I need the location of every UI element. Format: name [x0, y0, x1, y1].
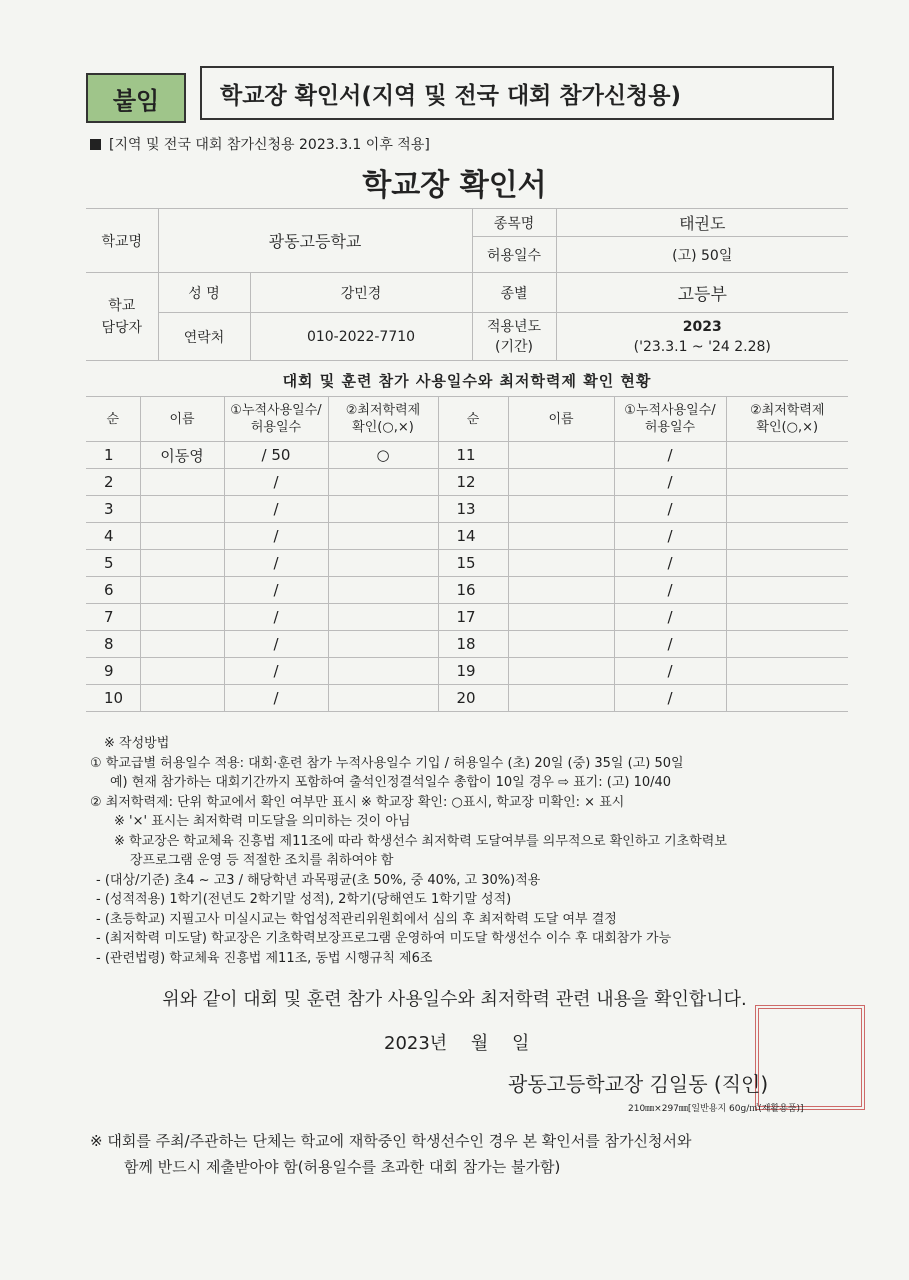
grade-check: [726, 658, 848, 685]
student-name: [508, 550, 614, 577]
student-name: [140, 496, 224, 523]
row-number: 16: [438, 577, 508, 604]
row-number: 11: [438, 442, 508, 469]
method-item-2: ② 최저학력제: 단위 학교에서 확인 여부만 표시 ※ 학교장 확인: ○표시, 학교장 미확인: × 표시: [90, 794, 625, 810]
days-used: /: [224, 469, 328, 496]
confirmation-statement: 위와 같이 대회 및 훈련 참가 사용일수와 최저학력 관련 내용을 확인합니다.: [162, 989, 747, 1010]
col-header-name: 이름: [508, 397, 614, 442]
days-used: /: [614, 550, 726, 577]
student-name: [508, 523, 614, 550]
days-used: /: [614, 658, 726, 685]
grade-check: [328, 523, 438, 550]
info-table: [86, 208, 848, 361]
method-dash-2: - (성적적용) 1학기(전년도 2학기말 성적), 2학기(당해연도 1학기말 성적): [96, 892, 512, 907]
footer-note: [90, 1128, 850, 1180]
grade-check: ○: [328, 442, 438, 469]
square-bullet-icon: [90, 139, 101, 150]
method-dash-4: - (최저학력 미도달) 학교장은 기초학력보장프로그램 운영하여 미도달 학생선수 이수 후 대회참가 가능: [96, 931, 672, 946]
col-header-grade: ②최저학력제 확인(○,×): [726, 397, 848, 442]
row-number: 10: [86, 685, 140, 712]
table-row: [86, 577, 848, 604]
student-name: [508, 685, 614, 712]
category-value: 고등부: [556, 273, 848, 313]
col-header-grade: ②최저학력제 확인(○,×): [328, 397, 438, 442]
row-number: 14: [438, 523, 508, 550]
method-item-1-example: 예) 현재 참가하는 대회기간까지 포함하여 출석인정결석일수 총합이 10일 경우 ⇨ 표기: (고) 10/40: [110, 775, 672, 790]
paper-spec: 210㎜×297㎜[일반용지 60g/㎡(재활용품)]: [628, 1104, 804, 1114]
method-heading: ※ 작성방법: [104, 736, 170, 751]
row-number: 13: [438, 496, 508, 523]
student-name: [508, 469, 614, 496]
grade-check: [726, 550, 848, 577]
days-used: /: [614, 469, 726, 496]
grade-check: [328, 658, 438, 685]
grade-check: [328, 685, 438, 712]
table-row: [86, 658, 848, 685]
grade-check: [328, 604, 438, 631]
student-name: [140, 523, 224, 550]
grade-check: [726, 631, 848, 658]
grade-check: [328, 631, 438, 658]
table-row: [86, 523, 848, 550]
contact-value: 010-2022-7710: [250, 313, 472, 361]
grade-check: [726, 496, 848, 523]
method-note-2: ※ 학교장은 학교체육 진흥법 제11조에 따라 학생선수 최저학력 도달여부를 의무적으로 확인하고 기초학력보: [114, 833, 727, 849]
days-used: / 50: [224, 442, 328, 469]
name-label: 성 명: [158, 273, 250, 313]
col-header-days: ①누적사용일수/ 허용일수: [614, 397, 726, 442]
grade-check: [726, 469, 848, 496]
row-number: 3: [86, 496, 140, 523]
student-name: [508, 442, 614, 469]
row-number: 12: [438, 469, 508, 496]
table-row: [86, 604, 848, 631]
student-name: [140, 604, 224, 631]
row-number: 20: [438, 685, 508, 712]
student-name: [140, 685, 224, 712]
category-label: 종별: [472, 273, 556, 313]
school-label: 학교명: [86, 209, 158, 273]
scope-note: [90, 134, 430, 154]
student-name: [140, 631, 224, 658]
scope-note-text: [지역 및 전국 대회 참가신청용 2023.3.1 이후 적용]: [109, 137, 430, 153]
allowed-days-value: (고) 50일: [556, 237, 848, 273]
method-dash-1: - (대상/기준) 초4 ~ 고3 / 해당학년 과목평균(초 50%, 중 40%, 고 30%)적용: [96, 872, 541, 888]
issue-date: 2023년 월 일: [384, 1033, 530, 1054]
grade-check: [726, 685, 848, 712]
row-number: 18: [438, 631, 508, 658]
col-header-no: 순: [86, 397, 140, 442]
row-number: 5: [86, 550, 140, 577]
sport-label: 종목명: [472, 209, 556, 237]
days-used: /: [224, 604, 328, 631]
grade-check: [726, 442, 848, 469]
year-value: 2023: [682, 318, 722, 335]
row-number: 1: [86, 442, 140, 469]
table-row: [86, 496, 848, 523]
student-name: [140, 469, 224, 496]
section-title: 대회 및 훈련 참가 사용일수와 최저학력제 확인 현황: [282, 372, 652, 390]
days-used: /: [614, 631, 726, 658]
student-name: [140, 658, 224, 685]
method-note-1: ※ '×' 표시는 최저학력 미도달을 의미하는 것이 아님: [114, 814, 411, 829]
grade-check: [328, 577, 438, 604]
contact-label: 연락처: [158, 313, 250, 361]
grade-check: [726, 577, 848, 604]
days-used: /: [614, 604, 726, 631]
table-row: [86, 469, 848, 496]
student-name: 이동영: [140, 442, 224, 469]
col-header-no: 순: [438, 397, 508, 442]
method-dash-5: - (관련법령) 학교체육 진흥법 제11조, 동법 시행규칙 제6조: [96, 950, 433, 966]
period-value: ('23.3.1 ~ '24 2.28): [633, 338, 771, 355]
grade-check: [328, 496, 438, 523]
student-name: [140, 550, 224, 577]
row-number: 7: [86, 604, 140, 631]
days-used: /: [224, 577, 328, 604]
row-number: 9: [86, 658, 140, 685]
days-used: /: [614, 577, 726, 604]
year-label: 적용년도 (기간): [472, 313, 556, 361]
grade-check: [328, 550, 438, 577]
page-title: 학교장 확인서: [362, 168, 547, 203]
allowed-days-label: 허용일수: [472, 237, 556, 273]
col-header-name: 이름: [140, 397, 224, 442]
student-name: [508, 604, 614, 631]
grade-check: [726, 523, 848, 550]
days-used: /: [224, 550, 328, 577]
roster-table: [86, 396, 848, 712]
method-dash-3: - (초등학교) 지필고사 미실시교는 학업성적관리위원회에서 심의 후 최저학력 도달 여부 결정: [96, 911, 617, 927]
school-value: 광동고등학교: [158, 209, 472, 273]
row-number: 4: [86, 523, 140, 550]
days-used: /: [224, 496, 328, 523]
method-note-2-cont: 장프로그램 운영 등 적절한 조치를 취하여야 함: [130, 853, 394, 868]
footer-note-line-1: ※ 대회를 주최/주관하는 단체는 학교에 재학중인 학생선수인 경우 본 확인서를 참가신청서와: [90, 1132, 692, 1150]
student-name: [140, 577, 224, 604]
row-number: 2: [86, 469, 140, 496]
row-number: 17: [438, 604, 508, 631]
row-number: 19: [438, 658, 508, 685]
name-value: 강민경: [250, 273, 472, 313]
days-used: /: [614, 496, 726, 523]
days-used: /: [224, 658, 328, 685]
writing-method: [90, 734, 850, 968]
row-number: 8: [86, 631, 140, 658]
table-row: [86, 685, 848, 712]
col-header-days: ①누적사용일수/ 허용일수: [224, 397, 328, 442]
table-row: [86, 442, 848, 469]
row-number: 15: [438, 550, 508, 577]
footer-note-line-2: 함께 반드시 제출받아야 함(허용일수를 초과한 대회 참가는 불가함): [124, 1158, 561, 1176]
days-used: /: [224, 631, 328, 658]
official-seal-stamp: [755, 1005, 865, 1110]
days-used: /: [224, 523, 328, 550]
row-number: 6: [86, 577, 140, 604]
student-name: [508, 496, 614, 523]
grade-check: [328, 469, 438, 496]
attachment-label: 붙임: [86, 73, 186, 123]
days-used: /: [224, 685, 328, 712]
days-used: /: [614, 442, 726, 469]
grade-check: [726, 604, 848, 631]
table-row: [86, 631, 848, 658]
staff-label: 학교 담당자: [86, 273, 158, 361]
table-row: [86, 550, 848, 577]
principal-signature: 광동고등학교장 김일동 (직인): [508, 1072, 769, 1096]
days-used: /: [614, 523, 726, 550]
student-name: [508, 577, 614, 604]
days-used: /: [614, 685, 726, 712]
student-name: [508, 658, 614, 685]
sport-value: 태권도: [556, 209, 848, 237]
method-item-1: ① 학교급별 허용일수 적용: 대회·훈련 참가 누적사용일수 기입 / 허용일수 (초) 20일 (중) 35일 (고) 50일: [90, 755, 684, 771]
student-name: [508, 631, 614, 658]
year-cell: [556, 313, 848, 361]
attachment-title: 학교장 확인서(지역 및 전국 대회 참가신청용): [200, 66, 834, 120]
